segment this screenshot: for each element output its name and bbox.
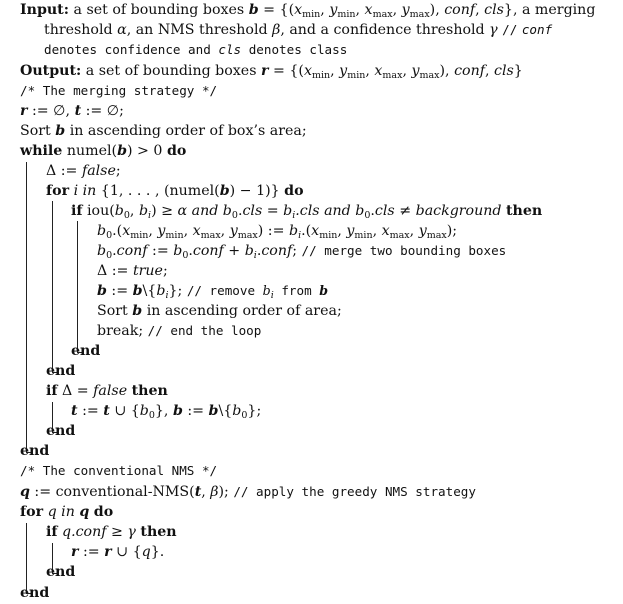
update-t-line: t := t ∪ $\{b_0\}$, b := $b\backslash\{b_0\}$;: [71, 403, 262, 421]
output-line: Output: a set of bounding boxes $r = \{(x_{min}$, $y_{min}$, $x_{max}$, $y_{max}$), conf, cls}: [20, 63, 523, 81]
end-if-delta: end: [46, 423, 76, 439]
remove-line: b := $b\backslash\{b_i\}$; // remove $b_i$ from b: [97, 283, 329, 301]
input-line-2: threshold α, an NMS threshold β, and a confidence threshold γ // conf: [44, 22, 553, 38]
comment-break: // end the loop: [147, 323, 262, 338]
if-delta-line: if Δ = false then: [46, 383, 168, 399]
add-r-line: r := r ∪ {q}.: [71, 544, 165, 560]
input-keyword: Input:: [20, 2, 69, 18]
for-i-line: for i in {1, . . . , (numel(b) − 1)} do: [46, 183, 304, 199]
input-line-3: denotes confidence and cls denotes class: [44, 42, 348, 57]
assign-box-line: $b_0.(x_{min}$, $y_{min}$, $x_{max}$, $y_{max}$) := $b_i.(x_{min}$, $y_{min}$, $x_{max}$, $y_{max}$);: [97, 223, 458, 241]
if-iou-line: if $iou(b_0$, $b_i) \ge \alpha$ and $b_0.cls = b_i.cls$ and $b_0.cls$ ≠ background then: [71, 203, 543, 221]
init-line: r := ∅, t := ∅;: [20, 103, 124, 119]
while-block-rule: [26, 162, 27, 452]
nms-line: q := conventional-NMS(t, β); // apply the greedy NMS strategy: [20, 484, 476, 500]
nms-comment: // apply the greedy NMS strategy: [233, 484, 476, 499]
for-q-line: for q in q do: [20, 504, 114, 520]
end-while: end: [20, 443, 50, 459]
delta-false-line: Δ := false;: [46, 163, 121, 179]
comment-merge: // merge two bounding boxes: [301, 243, 507, 258]
end-if-iou: end: [71, 343, 101, 359]
end-if-conf: end: [46, 564, 76, 580]
if-iou-block-rule: [77, 221, 78, 352]
for-i-block-rule: [52, 201, 53, 372]
assign-conf-line: $b_0.conf$ := $b_0.conf$ + $b_i.conf$; // merge two bounding boxes: [97, 243, 507, 261]
end-for-i: end: [46, 363, 76, 379]
comment-conventional-nms: /* The conventional NMS */: [20, 463, 218, 478]
sort-area-line: Sort b in ascending order of area;: [97, 303, 342, 319]
break-line: break; // end the loop: [97, 323, 262, 339]
sort-line: Sort b in ascending order of box’s area;: [20, 123, 307, 139]
output-keyword: Output:: [20, 63, 82, 79]
end-for-q: end: [20, 585, 50, 601]
if-conf-line: if q.conf ≥ γ then: [46, 524, 177, 540]
input-line-1: Input: a set of bounding boxes $b = \{(x_{min}$, $y_{min}$, $x_{max}$, $y_{max}$), conf, cls}, a merging: [20, 2, 596, 20]
comment-merging-strategy: /* The merging strategy */: [20, 83, 218, 98]
delta-true-line: Δ := true;: [97, 263, 168, 279]
while-line: while numel(b) > 0 do: [20, 143, 187, 159]
